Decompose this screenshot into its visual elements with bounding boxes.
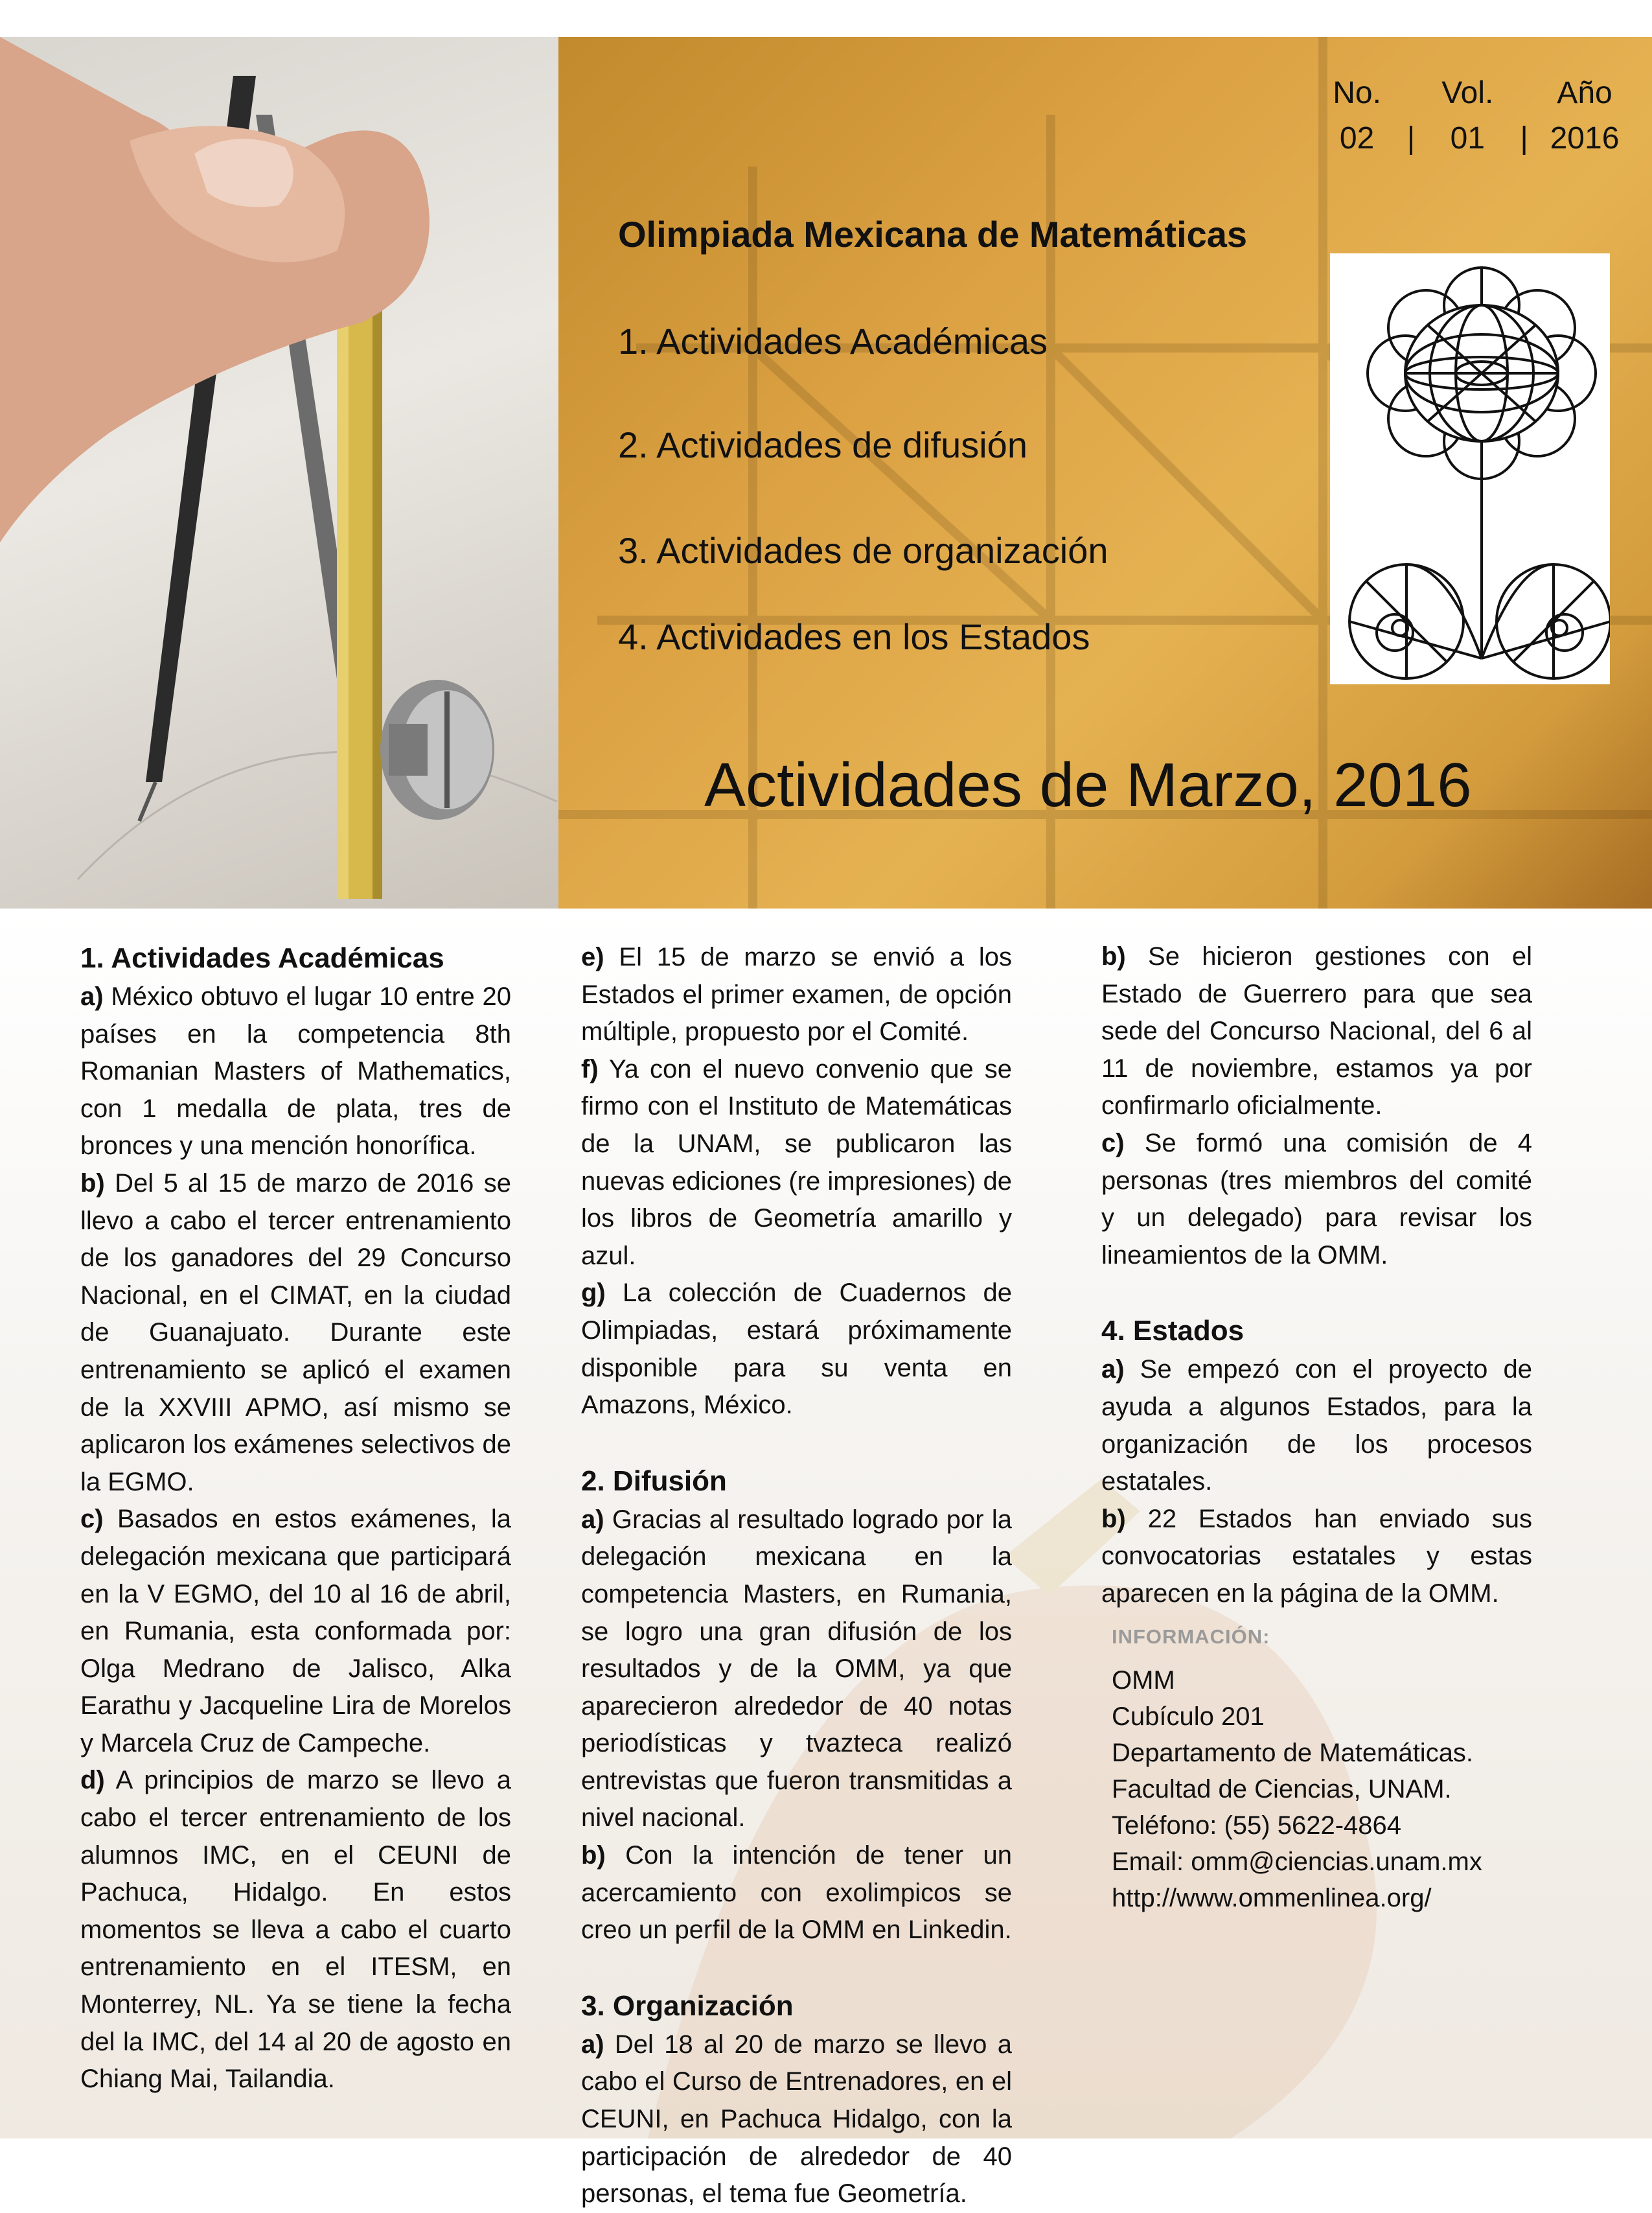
- contact-line: Departamento de Matemáticas.: [1112, 1738, 1474, 1767]
- meta-separator: |: [1406, 121, 1416, 156]
- list-item: e) El 15 de marzo se envió a los Estados el primer examen, de opción múltiple, propuesto por el Comité.: [581, 943, 1012, 1047]
- list-item: b) Se hicieron gestiones con el Estado de Guerrero para que sea sede del Concurso Nacional, del 6 al 11 de noviembre, estamos ya por confirmarlo oficialmente.: [1101, 942, 1532, 1120]
- compass-photo: [0, 37, 558, 909]
- list-item: a) México obtuvo el lugar 10 entre 20 países en la competencia 8th Romanian Masters of Mathematics, con 1 medalla de plata, tres de bronces y una mención honorífica.: [80, 982, 511, 1161]
- meta-value-no: 02: [1339, 121, 1375, 156]
- contact-info: [1101, 1621, 1532, 1916]
- section-heading-academicas: 1. Actividades Académicas: [80, 942, 444, 974]
- contact-line: Facultad de Ciencias, UNAM.: [1112, 1774, 1452, 1803]
- list-item: b) Del 5 al 15 de marzo de 2016 se llevo a cabo el tercer entrenamiento de los ganadores del 29 Concurso Nacional, en el CIMAT, en la ciudad de Guanajuato. Durante este entrenamiento se aplicó el examen de la XXVIII APMO, así mismo se aplicaron los exámenes selectivos de la EGMO.: [80, 1168, 511, 1496]
- toc-item: 4. Actividades en los Estados: [618, 616, 1090, 657]
- meta-label-vol: Vol.: [1441, 76, 1494, 110]
- list-item: c) Se formó una comisión de 4 personas (tres miembros del comité y un delegado) para revisar los lineamientos de la OMM.: [1101, 1128, 1532, 1269]
- page-title: Actividades de Marzo, 2016: [704, 750, 1472, 820]
- contact-email[interactable]: Email: omm@ciencias.unam.mx: [1112, 1847, 1482, 1876]
- list-item: a) Gracias al resultado logrado por la delegación mexicana en la competencia Masters, en Rumania, se logro una gran difusión de los resultados y de la OMM, ya que aparecieron alrededor de 40 notas periodísticas y tvazteca realizó entrevistas que fueron transmitidas a nivel nacional.: [581, 1505, 1012, 1833]
- issue-meta: [1327, 71, 1621, 161]
- list-item: a) Del 18 al 20 de marzo se llevo a cabo el Curso de Entrenadores, en el CEUNI, en Pachuca Hidalgo, con la participación de alrededor de 40 personas, el tema fue Geometría.: [581, 2030, 1012, 2208]
- section-heading-estados: 4. Estados: [1101, 1315, 1245, 1347]
- toc-item: 3. Actividades de organización: [618, 530, 1108, 571]
- list-item: c) Basados en estos exámenes, la delegación mexicana que participará en la V EGMO, del 10 al 16 de abril, en Rumania, esta conformada por: Olga Medrano de Jalisco, Alka Earathu y Jacqueline Lira de Morelos y Marcela Cruz de Campeche.: [80, 1505, 511, 1757]
- contact-phone: Teléfono: (55) 5622-4864: [1112, 1811, 1401, 1840]
- section-heading-organizacion: 3. Organización: [581, 1989, 794, 2022]
- meta-value-year: 2016: [1550, 121, 1620, 156]
- meta-separator: |: [1520, 121, 1528, 156]
- toc-item: 1. Actividades Académicas: [618, 321, 1048, 362]
- list-item: b) 22 Estados han enviado sus convocatorias estatales y estas aparecen en la página de la OMM.: [1101, 1504, 1532, 1608]
- omm-flower-logo: [1330, 253, 1610, 684]
- contact-website-link[interactable]: http://www.ommenlinea.org/: [1112, 1883, 1432, 1912]
- meta-label-year: Año: [1557, 76, 1612, 110]
- meta-value-vol: 01: [1450, 121, 1485, 156]
- toc-item: 2. Actividades de difusión: [618, 424, 1027, 465]
- section-heading-difusion: 2. Difusión: [581, 1465, 727, 1497]
- list-item: a) Se empezó con el proyecto de ayuda a algunos Estados, para la organización de los procesos estatales.: [1101, 1355, 1532, 1496]
- column-3: [1101, 938, 1532, 1916]
- organization-title: Olimpiada Mexicana de Matemáticas: [618, 214, 1248, 255]
- list-item: d) A principios de marzo se llevo a cabo el tercer entrenamiento de los alumnos IMC, en el CEUNI de Pachuca, Hidalgo. En estos momentos se lleva a cabo el cuarto entrenamiento en el ITESM, en Monterrey, NL. Ya se tiene la fecha del la IMC, del 14 al 20 de agosto en Chiang Mai, Tailandia.: [80, 1766, 511, 2094]
- column-1: [80, 938, 511, 2098]
- list-item: b) Con la intención de tener un acercamiento con exolimpicos se creo un perfil de la OMM en Linkedin.: [581, 1841, 1012, 1945]
- list-item: g) La colección de Cuadernos de Olimpiadas, estará próximamente disponible para su venta en Amazons, México.: [581, 1279, 1012, 1420]
- contact-line: Cubículo 201: [1112, 1702, 1265, 1731]
- meta-label-no: No.: [1333, 76, 1381, 110]
- list-item: f) Ya con el nuevo convenio que se firmo con el Instituto de Matemáticas de la UNAM, se publicaron las nuevas ediciones (re impresiones) de los libros de Geometría amarillo y azul.: [581, 1054, 1012, 1270]
- header-banner: [558, 37, 1652, 909]
- contact-heading: INFORMACIÓN:: [1112, 1625, 1270, 1648]
- column-2: [581, 939, 1012, 2213]
- contact-line: OMM: [1112, 1665, 1175, 1695]
